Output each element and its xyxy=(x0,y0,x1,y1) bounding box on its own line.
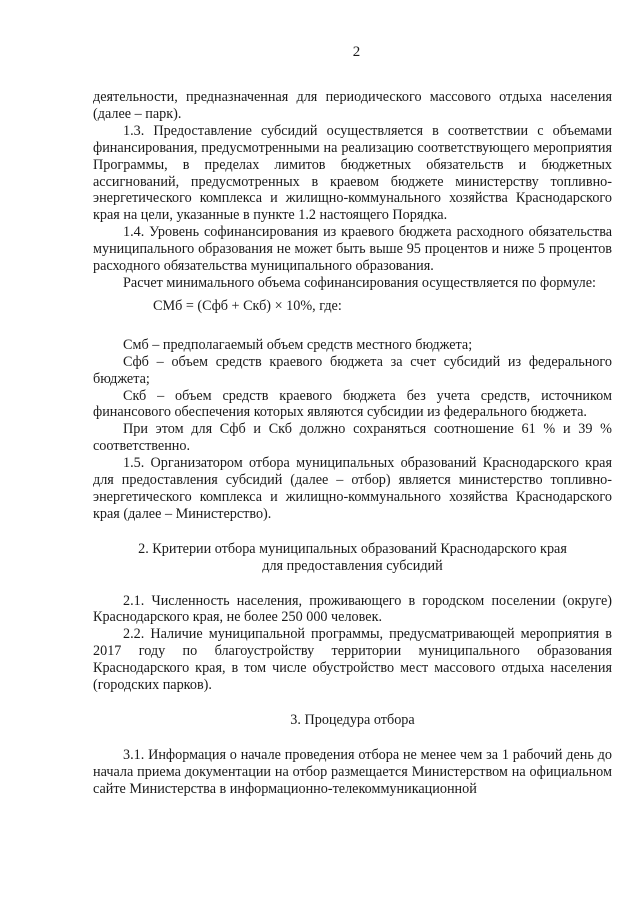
definition-sfb: Сфб – объем средств краевого бюджета за счет субсидий из федерального бюджета; xyxy=(93,353,612,387)
section-3-title: 3. Процедура отбора xyxy=(290,712,415,728)
definition-skb: Скб – объем средств краевого бюджета без учета средств, источником финансового обеспечения которых являются субсидии из федерального бюджета. xyxy=(93,387,612,421)
paragraph-1-5: 1.5. Организатором отбора муниципальных образований Краснодарского края для предоставления субсидий (далее – отбор) является министерство топливно-энергетического комплекса и жилищно-коммунального хозяйства Краснодарского края (далее – Министерство). xyxy=(93,455,612,522)
paragraph-ratio: При этом для Сфб и Скб должно сохраняться соотношение 61 % и 39 % соответственно. xyxy=(93,421,612,455)
page-number: 2 xyxy=(352,44,361,60)
paragraph-2-2: 2.2. Наличие муниципальной программы, предусматривающей мероприятия в 2017 году по благоустройству территории муниципального образования Краснодарского края, в том числе обустройство мест массового отдыха населения (городских парков). xyxy=(93,626,612,694)
section-2-title xyxy=(93,541,612,575)
paragraph-3-1: 3.1. Информация о начале проведения отбора не менее чем за 1 рабочий день до начала приема документации на отбор размещается Министерством на официальном сайте Министерства в информационно-телекоммуникационной xyxy=(93,746,612,797)
paragraph-1-3: 1.3. Предоставление субсидий осуществляется в соответствии с объемами финансирования, предусмотренными на реализацию соответствующего мероприятия Программы, в пределах лимитов бюджетных обязательств и бюджетных ассигнований, предусмотренных в краевом бюджете министерству топливно-энергетического комплекса и жилищно-коммунального хозяйства Краснодарского края на цели, указанные в пункте 1.2 настоящего Порядка. xyxy=(93,122,612,224)
paragraph-1-4: 1.4. Уровень софинансирования из краевого бюджета расходного обязательства муниципального образования не может быть выше 95 процентов и ниже 5 процентов расходного обязательства муниципального образования. xyxy=(93,224,612,275)
formula: СМб = (Сфб + Скб) × 10%, где: xyxy=(153,297,342,314)
paragraph-2-1: 2.1. Численность населения, проживающего в городском поселении (округе) Краснодарского края, не более 250 000 человек. xyxy=(93,592,612,626)
section-2-title-line1: 2. Критерии отбора муниципальных образований Краснодарского края xyxy=(138,540,567,557)
definition-smb: Смб – предполагаемый объем средств местного бюджета; xyxy=(123,336,473,353)
paragraph-calc-intro: Расчет минимального объема софинансирования осуществляется по формуле: xyxy=(123,274,596,291)
paragraph-continuation: деятельности, предназначенная для периодического массового отдыха населения (далее – парк). xyxy=(93,89,612,122)
section-2-title-line2: для предоставления субсидий xyxy=(262,557,443,574)
